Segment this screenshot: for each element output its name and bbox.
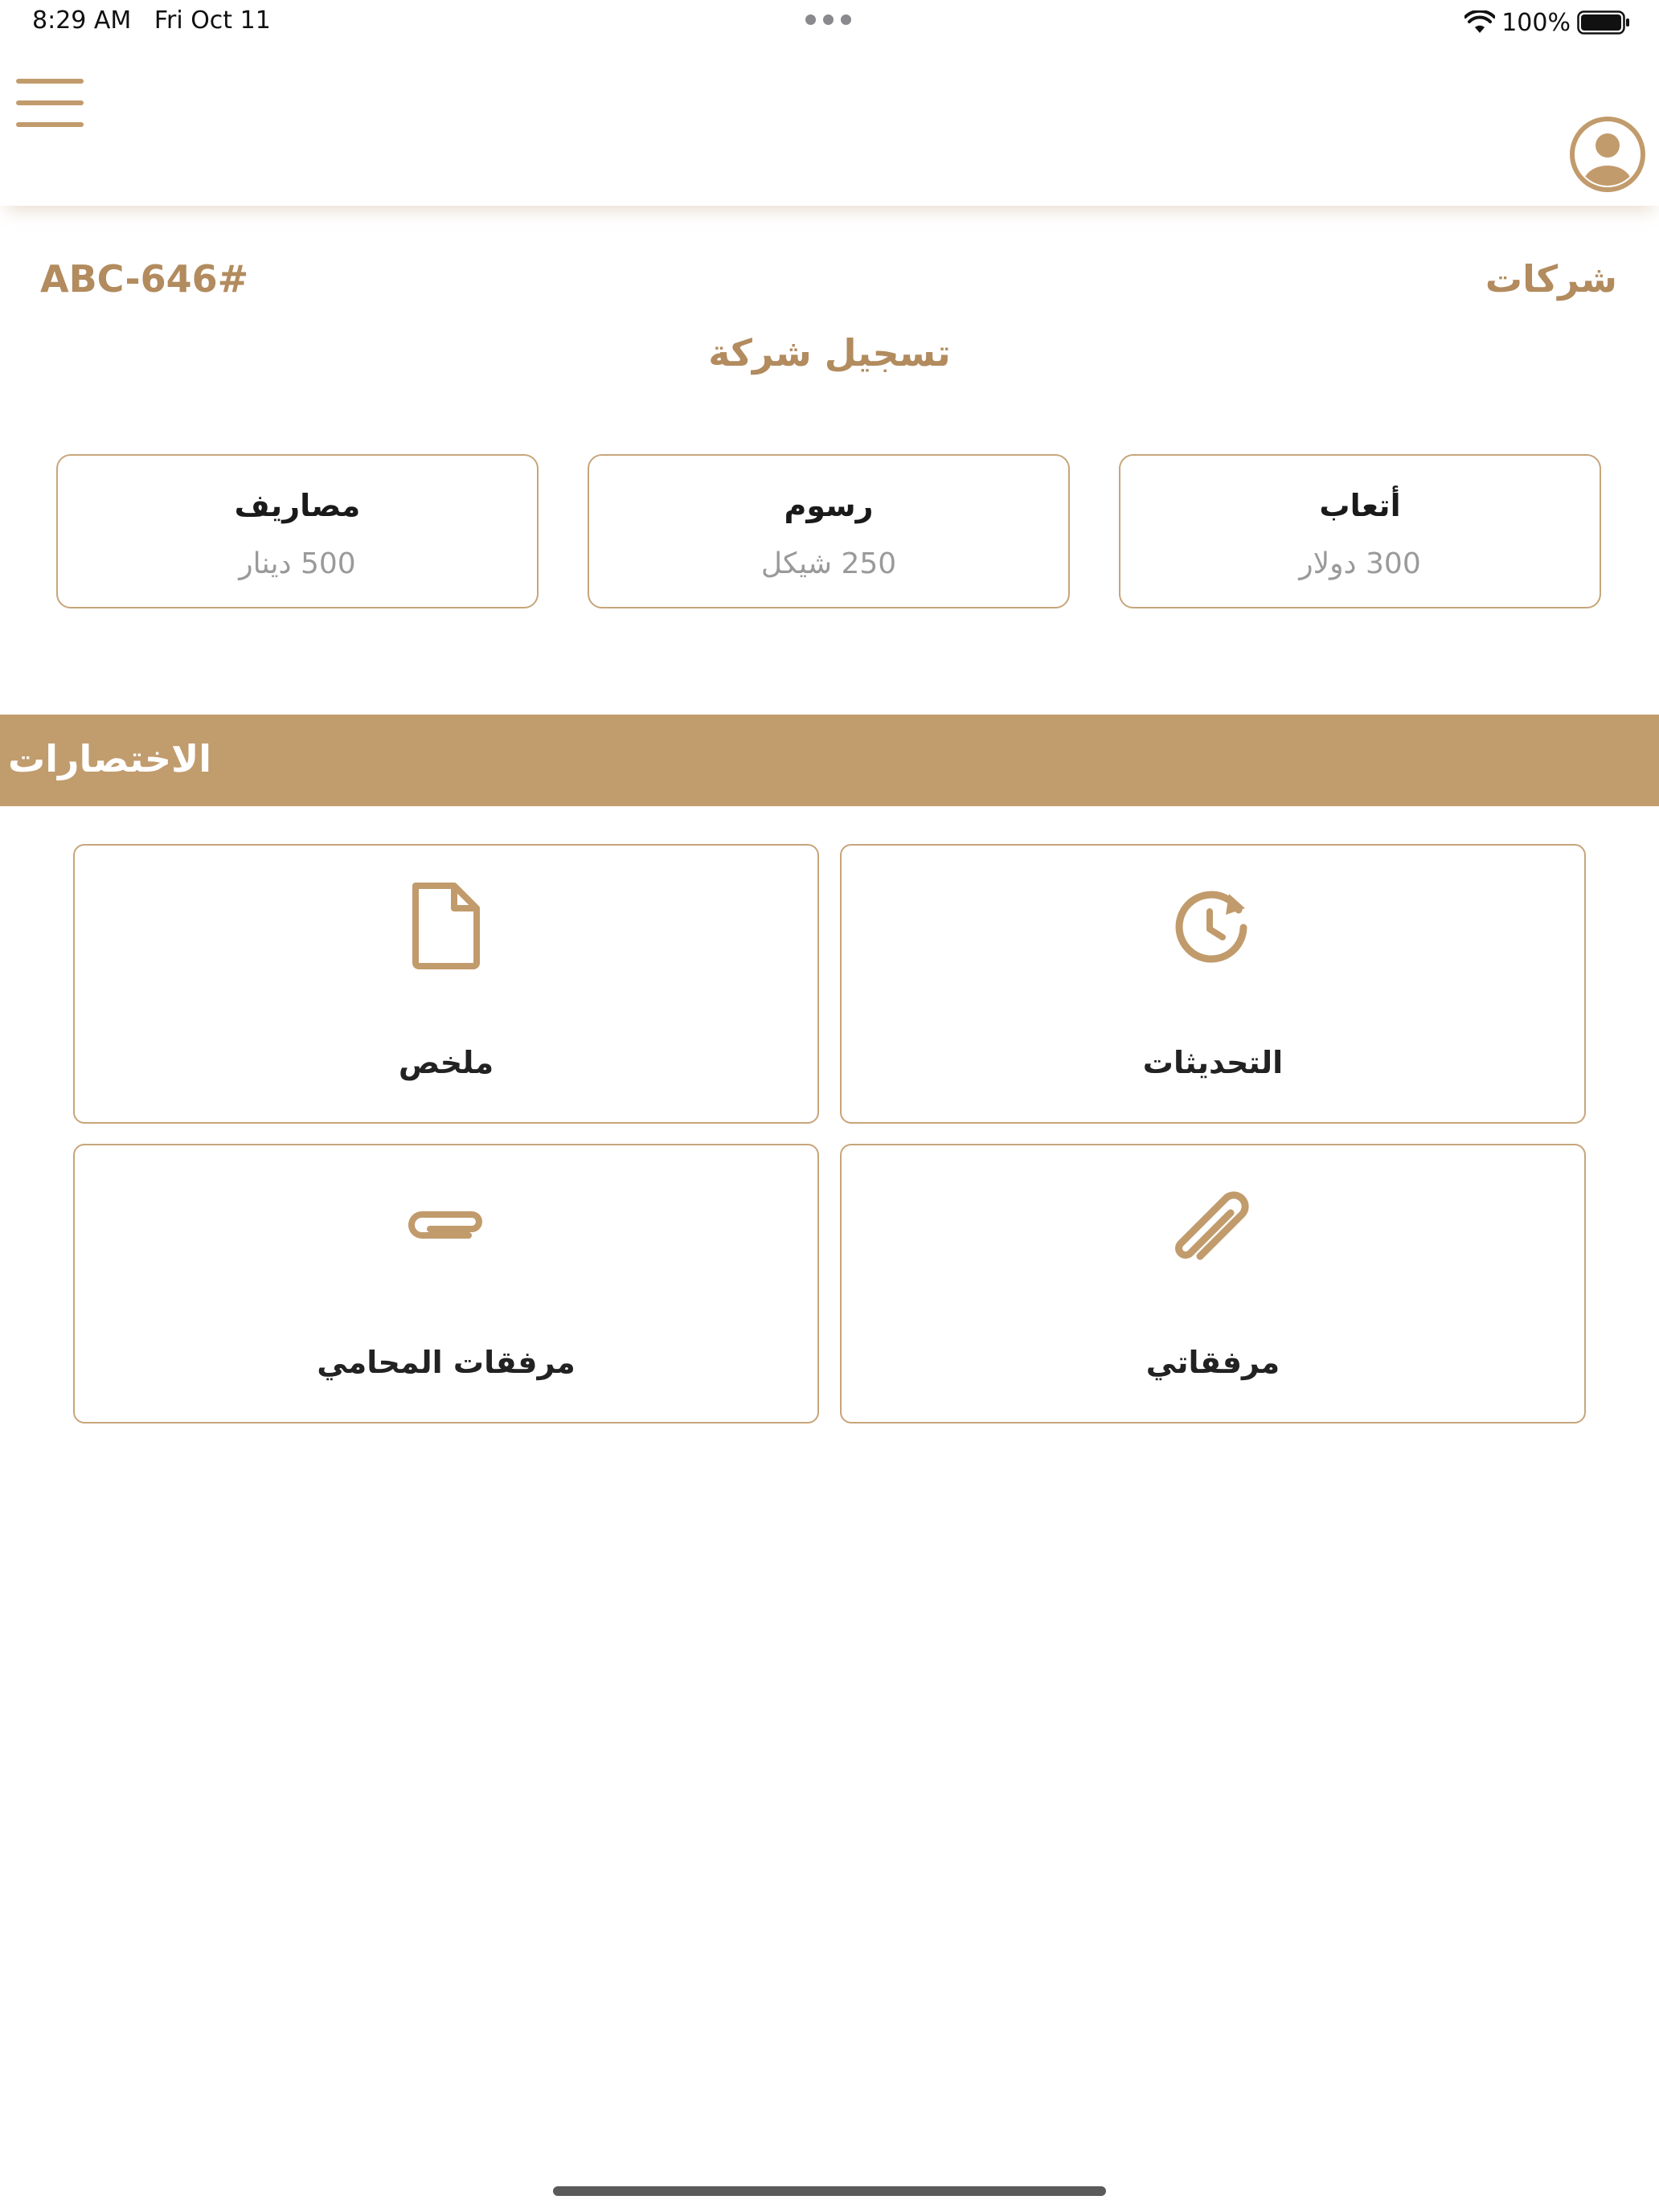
shortcuts-banner bbox=[0, 715, 1659, 806]
fee-card-title: مصاريف bbox=[234, 488, 361, 523]
fee-card-title: رسوم bbox=[784, 488, 874, 523]
shortcut-updates[interactable] bbox=[840, 844, 1586, 1124]
battery-icon bbox=[1577, 10, 1630, 35]
shortcut-lawyer-attachments[interactable] bbox=[73, 1144, 819, 1423]
shortcut-label: ملخص bbox=[398, 1045, 494, 1080]
paperclip-icon bbox=[1165, 1178, 1261, 1274]
wifi-icon bbox=[1464, 10, 1495, 35]
fee-card-expenses bbox=[56, 454, 539, 608]
fee-card-amount: 250 شيكل bbox=[760, 547, 897, 580]
shortcut-label: التحديثات bbox=[1142, 1045, 1284, 1080]
shortcut-label: مرفقاتي bbox=[1145, 1345, 1280, 1380]
status-time: 8:29 AM Fri Oct 11 bbox=[32, 6, 271, 35]
case-number: ABC-646# bbox=[40, 257, 249, 301]
home-indicator[interactable] bbox=[553, 2186, 1106, 2196]
paperclip-horizontal-icon bbox=[398, 1178, 494, 1274]
fee-card-title: أتعاب bbox=[1319, 488, 1401, 523]
fee-card-professional-fees bbox=[1119, 454, 1601, 608]
shortcut-label: مرفقات المحامي bbox=[317, 1345, 576, 1380]
status-indicators bbox=[1464, 5, 1630, 40]
user-circle-icon[interactable] bbox=[1569, 116, 1646, 193]
shortcut-summary[interactable] bbox=[73, 844, 819, 1124]
document-icon bbox=[398, 878, 494, 974]
shortcut-my-attachments[interactable] bbox=[840, 1144, 1586, 1423]
fee-card-amount: 500 دينار bbox=[239, 547, 356, 580]
fee-card-charges bbox=[588, 454, 1070, 608]
status-bar bbox=[0, 0, 1659, 45]
history-clock-icon bbox=[1165, 878, 1261, 974]
hamburger-menu-icon[interactable] bbox=[16, 79, 84, 127]
shortcuts-title: الاختصارات bbox=[8, 737, 212, 780]
app-header bbox=[0, 45, 1659, 206]
case-title: تسجيل شركة bbox=[708, 331, 951, 375]
fee-card-amount: 300 دولار bbox=[1299, 547, 1421, 580]
section-label: شركات bbox=[1485, 257, 1617, 301]
multitasking-dots-icon[interactable] bbox=[805, 14, 854, 27]
battery-percentage: 100% bbox=[1501, 8, 1571, 37]
